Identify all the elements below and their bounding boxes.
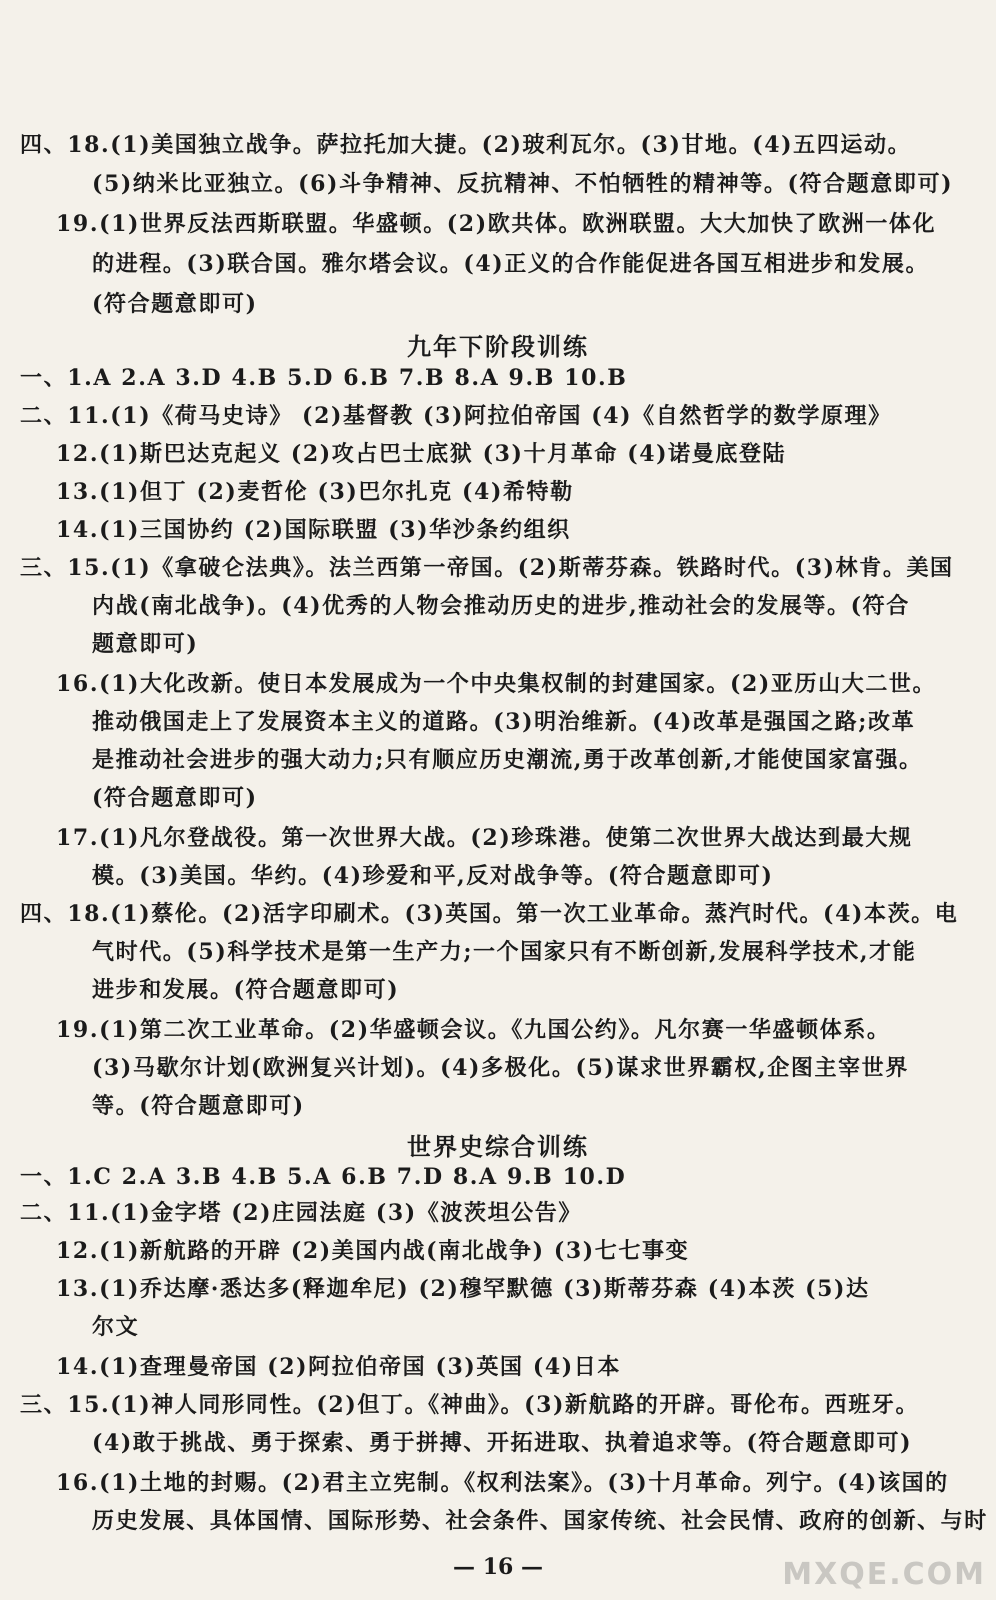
answer-line: 19.(1)世界反法西斯联盟。华盛顿。(2)欧共体。欧洲联盟。大大加快了欧洲一体化 xyxy=(56,211,937,237)
answer-line: 题意即可) xyxy=(92,631,199,657)
answer-line: 17.(1)凡尔登战役。第一次世界大战。(2)珍珠港。使第二次世界大战达到最大规 xyxy=(56,825,913,851)
answer-line: 13.(1)但丁 (2)麦哲伦 (3)巴尔扎克 (4)希特勒 xyxy=(56,479,574,505)
answer-line: 一、1.C 2.A 3.B 4.B 5.A 6.B 7.D 8.A 9.B 10.D xyxy=(20,1164,627,1190)
answer-line: 等。(符合题意即可) xyxy=(92,1093,305,1119)
answer-line: 14.(1)查理曼帝国 (2)阿拉伯帝国 (3)英国 (4)日本 xyxy=(56,1354,621,1380)
answer-line: 12.(1)新航路的开辟 (2)美国内战(南北战争) (3)七七事变 xyxy=(56,1238,690,1264)
section-heading: 世界史综合训练 xyxy=(407,1132,589,1161)
answer-line: 进步和发展。(符合题意即可) xyxy=(92,977,400,1003)
answer-line: 内战(南北战争)。(4)优秀的人物会推动历史的进步,推动社会的发展等。(符合 xyxy=(92,593,910,619)
answer-line: 16.(1)大化改新。使日本发展成为一个中央集权制的封建国家。(2)亚历山大二世。 xyxy=(56,671,937,697)
answer-line: 12.(1)斯巴达克起义 (2)攻占巴士底狱 (3)十月革命 (4)诺曼底登陆 xyxy=(56,441,787,467)
answer-line: 14.(1)三国协约 (2)国际联盟 (3)华沙条约组织 xyxy=(56,517,571,543)
answer-line: (3)马歇尔计划(欧洲复兴计划)。(4)多极化。(5)谋求世界霸权,企图主宰世界 xyxy=(92,1055,909,1081)
answer-line: 四、18.(1)蔡伦。(2)活字印刷术。(3)英国。第一次工业革命。蒸汽时代。(4)本茨。电 xyxy=(20,901,959,927)
answer-line: 二、11.(1)金字塔 (2)庄园法庭 (3)《波茨坦公告》 xyxy=(20,1200,582,1226)
answer-line: 13.(1)乔达摩·悉达多(释迦牟尼) (2)穆罕默德 (3)斯蒂芬森 (4)本茨 (5)达 xyxy=(56,1276,870,1302)
page-number: — 16 — xyxy=(453,1554,543,1580)
section-heading: 九年下阶段训练 xyxy=(407,332,589,361)
answer-line: 尔文 xyxy=(92,1314,140,1340)
answer-line: 四、18.(1)美国独立战争。萨拉托加大捷。(2)玻利瓦尔。(3)甘地。(4)五四运动。 xyxy=(20,132,912,158)
answer-line: 推动俄国走上了发展资本主义的道路。(3)明治维新。(4)改革是强国之路;改革 xyxy=(92,709,916,735)
answer-line: 一、1.A 2.A 3.D 4.B 5.D 6.B 7.B 8.A 9.B 10.B xyxy=(20,365,628,391)
answer-line: (4)敢于挑战、勇于探索、勇于拼搏、开拓进取、执着追求等。(符合题意即可) xyxy=(92,1430,913,1456)
answer-line: 历史发展、具体国情、国际形势、社会条件、国家传统、社会民情、政府的创新、与时 xyxy=(92,1508,988,1534)
answer-line: 三、15.(1)《拿破仑法典》。法兰西第一帝国。(2)斯蒂芬森。铁路时代。(3)林肯。美国 xyxy=(20,555,954,581)
answer-line: 模。(3)美国。华约。(4)珍爱和平,反对战争等。(符合题意即可) xyxy=(92,863,774,889)
answer-line: (符合题意即可) xyxy=(92,785,258,811)
answer-line: 16.(1)土地的封赐。(2)君主立宪制。《权利法案》。(3)十月革命。列宁。(4)该国的 xyxy=(56,1470,949,1496)
answer-line: 是推动社会进步的强大动力;只有顺应历史潮流,勇于改革创新,才能使国家富强。 xyxy=(92,747,923,773)
answer-line: (符合题意即可) xyxy=(92,291,258,317)
answer-line: 的进程。(3)联合国。雅尔塔会议。(4)正义的合作能促进各国互相进步和发展。 xyxy=(92,251,930,277)
answer-line: 三、15.(1)神人同形同性。(2)但丁。《神曲》。(3)新航路的开辟。哥伦布。西班牙。 xyxy=(20,1392,920,1418)
watermark-logo: MXQE.COM xyxy=(782,1557,986,1592)
answer-line: (5)纳米比亚独立。(6)斗争精神、反抗精神、不怕牺牲的精神等。(符合题意即可) xyxy=(92,171,954,197)
answer-line: 19.(1)第二次工业革命。(2)华盛顿会议。《九国公约》。凡尔赛一华盛顿体系。 xyxy=(56,1017,891,1043)
answer-line: 气时代。(5)科学技术是第一生产力;一个国家只有不断创新,发展科学技术,才能 xyxy=(92,939,917,965)
answer-line: 二、11.(1)《荷马史诗》 (2)基督教 (3)阿拉伯帝国 (4)《自然哲学的数学原理》 xyxy=(20,403,892,429)
